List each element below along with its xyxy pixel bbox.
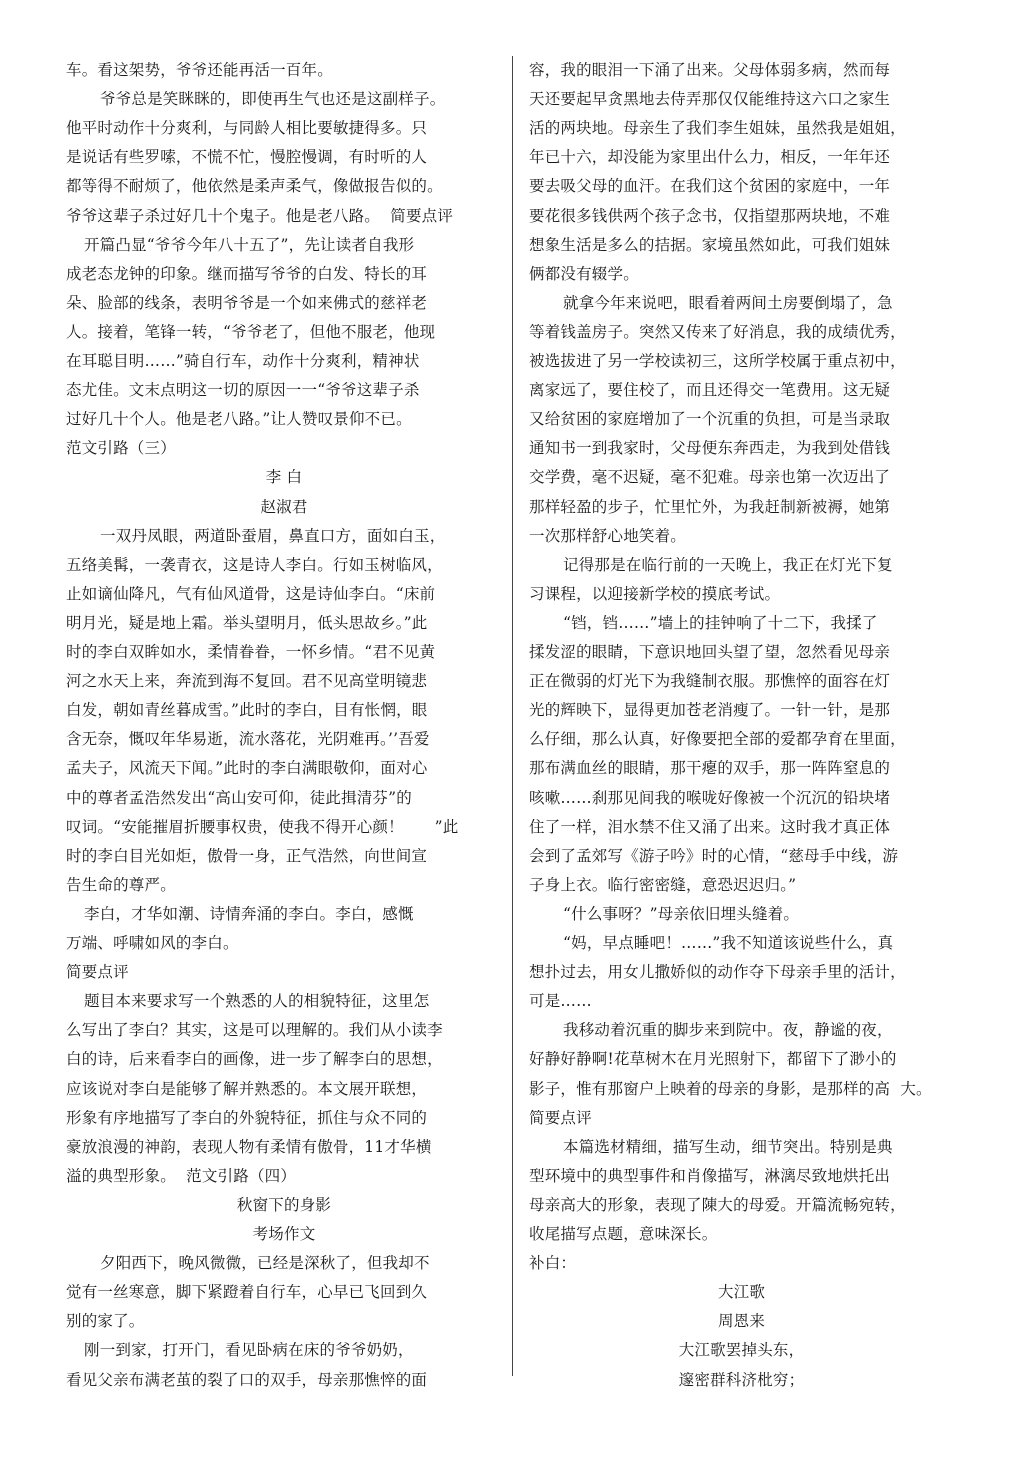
text-line: 应该说对李白是能够了解并熟悉的。本文展开联想， [66,1079,428,1098]
text-line: 夕阳西下，晚风微微，已经是深秋了，但我却不 [100,1254,430,1273]
text-line: 好静好静啊!花草树木在月光照射下，都留下了渺小的 [529,1050,897,1069]
text-line: 简要点评 [529,1108,592,1127]
text-line: 就拿今年来说吧，眼看着两间土房要倒塌了，急 [563,293,893,312]
text-line: 天还要起早贪黑地去侍弄那仅仅能维持这六口之家生 [529,90,891,109]
text-line: 含无奈，慨叹年华易逝，流水落花，光阴难再。’’吾爱 [66,730,430,749]
text-line: “妈，早点睡吧！……”我不知道该说些什么，真 [563,934,894,952]
text-line: 那样轻盈的步子，忙里忙外，为我赶制新被褥，她第 [529,497,891,516]
text-line: 别的家了。 [66,1312,145,1331]
text-line: 考场作文 [252,1225,316,1243]
text-line: 他平时动作十分爽利，与同龄人相比要敏捷得多。只 [66,119,428,138]
text-line: 邃密群科济枇穷； [678,1370,805,1389]
text-line: 住了一样，泪水禁不住又涌了出来。这时我才真正体 [529,817,891,836]
text-line: 么仔细，那么认真，好像要把全部的爱都孕育在里面， [529,730,906,749]
text-line: 止如谪仙降凡，气有仙风道骨，这是诗仙李白。“床前 [66,584,436,603]
text-line: 过好几十个人。他是老八路。”让人赞叹景仰不已。 [66,410,412,429]
text-line: “铛，铛……”墙上的挂钟响了十二下，我揉了 [563,613,878,632]
text-line: 李白，才华如潮、诗情奔涌的李白。李白，感慨 [84,904,414,923]
text-line: 明月光，疑是地上霜。举头望明月，低头思故乡。”此 [66,613,428,632]
text-line: 习课程，以迎接新学校的摸底考试。 [529,584,781,603]
text-line: 俩都没有辍学。 [529,264,639,283]
text-line: 形象有序地描写了李白的外貌特征，抓住与众不同的 [66,1108,428,1127]
text-line: 会到了孟郊写《游子吟》时的心情，“慈母手中线，游 [529,846,899,865]
text-line: 想扑过去，用女儿撒娇似的动作夺下母亲手里的活计， [529,963,906,982]
text-line: 么写出了李白？其实，这是可以理解的。我们从小读李 [66,1021,443,1040]
text-line: 正在微弱的灯光下为我缝制衣服。那憔悴的面容在灯 [529,672,891,691]
text-line: 河之水天上来，奔流到海不复回。君不见高堂明镜悲 [66,672,428,691]
text-line: 白的诗，后来看李白的画像，进一步了解李白的思想， [66,1050,443,1069]
text-line: 溢的典型形象。 范文引路（四） [66,1166,297,1185]
text-line: 通知书一到我家时，父母便东奔西走，为我到处借钱 [529,439,891,458]
text-line: 五络美髯，一袭青衣，这是诗人李白。行如玉树临风， [66,555,443,574]
text-line: 那布满血丝的眼睛，那干瘪的双手，那一阵阵窒息的 [529,759,891,778]
text-line: 叹词。“安能摧眉折腰事权贵，使我不得开心颜！ ”此 [66,817,459,836]
text-line: 时的李白目光如炬，傲骨一身，正气浩然，向世间宣 [66,846,428,865]
text-line: 都等得不耐烦了，他依然是柔声柔气，像做报告似的。 [66,177,443,196]
text-line: 收尾描写点题，意味深长。 [529,1225,718,1243]
text-line: 型环境中的典型事件和肖像描写，淋漓尽致地烘托出 [529,1166,891,1185]
text-line: 秋窗下的身影 [236,1195,332,1214]
text-line: 一双丹凤眼，两道卧蚕眉，鼻直口方，面如白玉， [100,526,446,545]
text-line: 想象生活是多么的拮据。家境虽然如此，可我们姐妹 [529,235,891,254]
text-line: 子身上衣。临行密密缝，意恐迟迟归。” [529,875,797,894]
text-line: 车。看这架势，爷爷还能再活一百年。 [66,61,333,79]
text-line: 在耳聪目明……”骑自行车，动作十分爽利，精神状 [66,352,420,370]
text-line: 母亲高大的形象，表现了陳大的母爱。开篇流畅宛转， [529,1195,906,1214]
text-line: 爷爷总是笑眯眯的，即使再生气也还是这副样子。 [100,90,446,109]
text-line: 年已十六，却没能为家里出什么力，相反，一年年还 [529,148,891,167]
text-line: 看见父亲布满老茧的裂了口的双手，母亲那憔悴的面 [66,1370,428,1389]
text-line: 揉发涩的眼睛，下意识地回头望了望，忽然看见母亲 [529,643,891,661]
text-line: 等着钱盖房子。突然又传来了好消息，我的成绩优秀， [529,322,906,341]
text-line: 刚一到家，打开门，看见卧病在床的爷爷奶奶， [84,1341,414,1360]
text-line: 又给贫困的家庭增加了一个沉重的负担，可是当录取 [529,410,891,429]
text-line: 朵、脸部的线条，表明爷爷是一个如来佛式的慈祥老 [66,293,428,312]
text-line: 时的李白双眸如水，柔情眷眷，一怀乡情。“君不见黄 [66,643,436,661]
text-line: 交学费，毫不迟疑，毫不犯难。母亲也第一次迈出了 [529,468,891,487]
text-line: 范文引路（三） [66,439,176,458]
text-line: 影子，惟有那窗户上映着的母亲的身影，是那样的高 大。 [529,1079,932,1098]
text-line: 简要点评 [66,963,129,982]
text-line: 补白： [529,1254,577,1273]
text-line: 大江歌罢掉头东， [678,1341,805,1360]
text-line: 活的两块地。母亲生了我们李生姐妹，虽然我是姐姐， [529,119,906,138]
text-line: 开篇凸显“爷爷今年八十五了”，先让读者自我形 [84,235,415,254]
text-line: 告生命的尊严。 [66,875,176,894]
text-line: 赵淑君 [260,497,308,516]
text-line: 离家远了，要住校了，而且还得交一笔费用。这无疑 [529,381,891,400]
text-line: 我移动着沉重的脚步来到院中。夜，静谧的夜， [563,1021,893,1040]
text-line: 中的尊者孟浩然发出“高山安可仰，徒此揖清芬”的 [66,788,412,807]
text-line: 要去吸父母的血汗。在我们这个贫困的家庭中，一年 [529,177,891,196]
column-divider [512,56,513,1376]
text-line: 被选拔进了另一学校读初三，这所学校属于重点初中， [529,352,906,370]
text-line: 可是…… [529,992,592,1011]
text-line: 爷爷这辈子杀过好几十个鬼子。他是老八路。 简要点评 [66,206,454,225]
text-line: 万端、呼啸如风的李白。 [66,934,239,952]
text-line: 咳嗽……刹那见间我的喉咙好像被一个沉沉的铅块堵 [529,788,891,807]
text-line: 记得那是在临行前的一天晚上，我正在灯光下复 [563,555,893,574]
text-line: 本篇选材精细，描写生动，细节突出。特别是典 [563,1137,893,1156]
text-line: 觉有一丝寒意，脚下紧蹬着自行车，心早已飞回到久 [66,1283,428,1302]
text-line: 成老态龙钟的印象。继而描写爷爷的白发、特长的耳 [66,264,428,283]
text-line: 孟夫子，风流天下闻。”此时的李白满眼敬仰，面对心 [66,759,428,778]
text-line: 大江歌 [717,1283,766,1302]
text-line: 容，我的眼泪一下涌了出来。父母体弱多病，然而每 [529,61,891,79]
text-line: 题目本来要求写一个熟悉的人的相貌特征，这里怎 [84,992,430,1011]
text-line: 一次那样舒心地笑着。 [529,526,687,545]
text-line: 豪放浪漫的神韵，表现人物有柔情有傲骨，11才华横 [66,1137,432,1156]
text-line: 光的辉映下，显得更加苍老消瘦了。一针一针，是那 [529,701,891,720]
text-line: 人。接着，笔锋一转，“爷爷老了，但他不服老，他现 [66,322,436,341]
text-line: 白发，朝如青丝暮成雪。”此时的李白，目有怅惘，眼 [66,701,428,720]
text-line: “什么事呀？”母亲依旧埋头缝着。 [563,904,800,923]
text-line: 是说话有些罗嗦，不慌不忙，慢腔慢调，有时听的人 [66,148,428,167]
text-line: 周恩来 [717,1312,766,1331]
text-line: 态尤佳。文末点明这一切的原因一一“爷爷这辈子杀 [66,381,420,400]
text-line: 李 白 [265,468,303,487]
text-line: 要花很多钱供两个孩子念书，仅指望那两块地，不难 [529,206,891,225]
